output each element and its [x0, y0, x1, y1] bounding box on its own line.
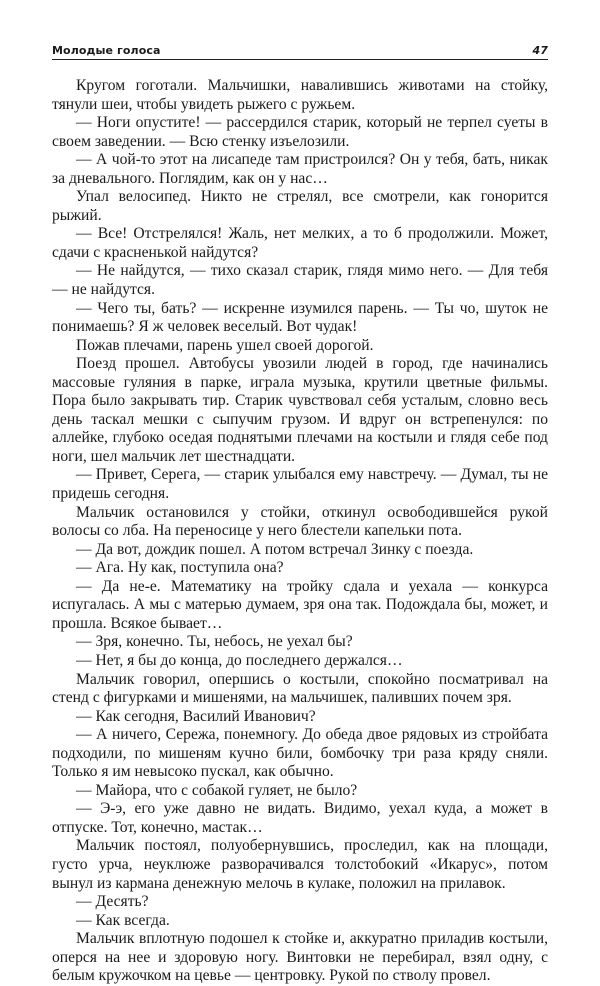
paragraph: Кругом гоготали. Мальчишки, навалившись животами на стойку, тянули шеи, чтобы увидеть рыжего с ружьем. — [52, 77, 548, 113]
paragraph: — Как сегодня, Василий Иванович? — [76, 707, 316, 725]
paragraph: Мальчик говорил, опершись о костыли, спокойно посматривал на стенд с фигурками и мишенями, на мальчишек, паливших почем зря. — [52, 670, 548, 707]
paragraph: — Да не-е. Математику на тройку сдала и уехала — конкурса испугалась. А мы с матерью думаем, зря она так. Подождала бы, может, и прошла. Всякое бывает… — [52, 577, 548, 632]
section-title: Молодые голоса — [52, 44, 161, 57]
paragraph: — Десять? — [76, 893, 149, 911]
book-page — [52, 44, 548, 986]
paragraph: Упал велосипед. Никто не стрелял, все смотрели, как гонорится рыжий. — [52, 188, 548, 224]
paragraph: — Чего ты, бать? — искренне изумился парень. — Ты чо, шуток не понимаешь? Я ж человек веселый. Вот чудак! — [52, 299, 548, 336]
running-header — [52, 44, 548, 60]
paragraph: — Зря, конечно. Ты, небось, не уехал бы? — [76, 633, 353, 651]
paragraph: — Привет, Серега, — старик улыбался ему навстречу. — Думал, ты не придешь сегодня. — [52, 466, 548, 503]
paragraph: — А ничего, Сережа, понемногу. До обеда двое рядовых из стройбата подходили, по мишеням кучно били, бомбочку три раза кряду сняли. Только я им невысоко пускал, как обычно. — [52, 726, 548, 781]
paragraph: — Да вот, дождик пошел. А потом встречал Зинку с поезда. — [76, 540, 474, 558]
paragraph: Мальчик постоял, полуобернувшись, проследил, как на площади, густо урча, неуклюже разворачивался толстобокий «Икарус», потом вынул из кармана денежную мелочь в кулаке, положил на прилавок. — [52, 837, 548, 892]
paragraph: Мальчик вплотную подошел к стойке и, аккуратно приладив костыли, оперся на нее и здоровую ногу. Винтовки не перебирал, взял одну, с белым кружочком на цевье — центровку. Рукой по стволу провел. — [52, 930, 548, 985]
paragraph: — А чой-то этот на лисапеде там пристроился? Он у тебя, бать, никак за дневального. Поглядим, как он у нас… — [52, 151, 548, 187]
page-number: 47 — [532, 44, 548, 57]
paragraph: — Все! Отстрелялся! Жаль, нет мелких, а то б продолжили. Может, сдачи с красненькой найдутся? — [52, 225, 548, 261]
body-text — [52, 77, 548, 986]
paragraph: — Ага. Ну как, поступила она? — [76, 559, 284, 577]
paragraph: Поезд прошел. Автобусы увозили людей в город, где начинались массовые гуляния в парке, играла музыка, крутили цветные фильмы. Пора было закрывать тир. Старик чувствовал себя усталым, словно весь день таскал мешки с сыпучим грузом. И вдруг он встрепенулся: по аллейке, глубоко оседая поднятыми плечами на костыли и глядя себе под ноги, шел мальчик лет шестнадцати. — [52, 355, 548, 465]
paragraph: Мальчик остановился у стойки, откинул освободившейся рукой волосы со лба. На переносице у него блестели капельки пота. — [52, 503, 548, 540]
paragraph: — Э-э, его уже давно не видать. Видимо, уехал куда, а может в отпуске. Тот, конечно, мастак… — [52, 800, 548, 836]
paragraph: — Ноги опустите! — рассердился старик, который не терпел суеты в своем заведении. — Всю стенку изъелозили. — [52, 114, 548, 150]
paragraph: Пожав плечами, парень ушел своей дорогой. — [76, 336, 374, 354]
paragraph: — Майора, что с собакой гуляет, не было? — [76, 781, 358, 799]
paragraph: — Нет, я бы до конца, до последнего держался… — [76, 651, 403, 669]
paragraph: — Не найдутся, — тихо сказал старик, глядя мимо него. — Для тебя — не найдутся. — [52, 262, 548, 299]
paragraph: — Как всегда. — [76, 911, 170, 929]
